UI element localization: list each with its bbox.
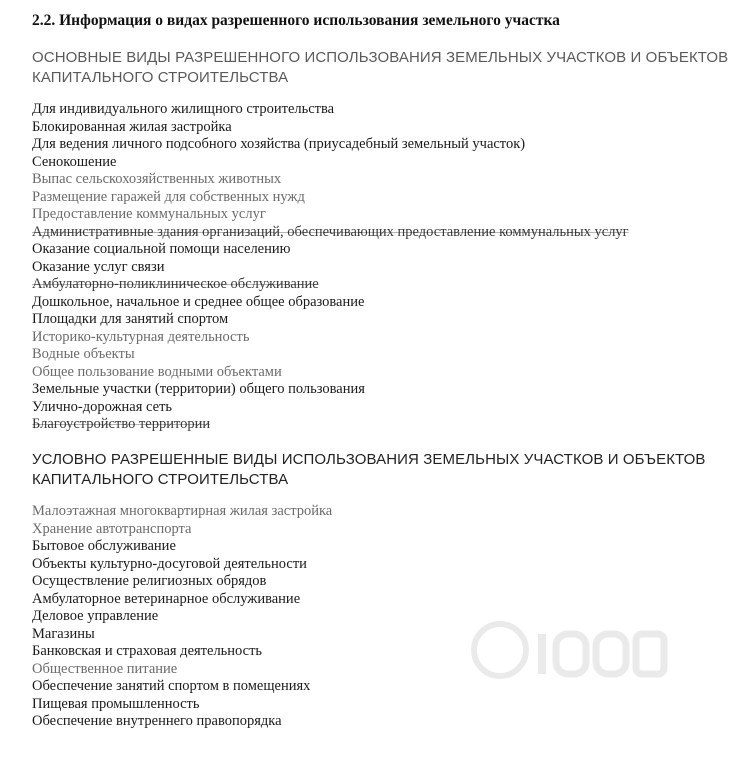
list-item: Бытовое обслуживание — [32, 538, 176, 554]
list-item: Деловое управление — [32, 608, 159, 624]
main-uses-title: ОСНОВНЫЕ ВИДЫ РАЗРЕШЕННОГО ИСПОЛЬЗОВАНИЯ ЗЕМЕЛЬНЫХ УЧАСТКОВ И ОБЪЕКТОВ КАПИТАЛЬНОГО СТРОИТЕЛЬСТВА — [32, 49, 729, 86]
main-uses-list — [32, 101, 732, 434]
list-item: Водные объекты — [32, 346, 135, 362]
list-item: Блокированная жилая застройка — [32, 118, 232, 135]
list-item: Историко-культурная деятельность — [32, 328, 250, 345]
list-item: Оказание социальной помощи населению — [32, 241, 291, 257]
list-item: Площадки для занятий спортом — [32, 311, 229, 327]
list-item: Размещение гаражей для собственных нужд — [32, 188, 305, 205]
list-item: Банковская и страховая деятельность — [32, 643, 263, 659]
list-item: Для ведения личного подсобного хозяйства (приусадебный земельный участок) — [32, 136, 526, 152]
list-item: Общественное питание — [32, 660, 178, 677]
list-item: Сенокошение — [32, 153, 117, 170]
list-item: Обеспечение занятий спортом в помещениях — [32, 678, 311, 694]
list-item: Малоэтажная многоквартирная жилая застройка — [32, 503, 333, 519]
list-item: Объекты культурно-досуговой деятельности — [32, 555, 307, 572]
list-item: Общее пользование водными объектами — [32, 363, 282, 380]
list-item: Хранение автотранспорта — [32, 520, 192, 537]
list-item: Благоустройство территории — [32, 416, 211, 432]
list-item: Магазины — [32, 625, 95, 642]
list-item: Обеспечение внутреннего правопорядка — [32, 713, 282, 729]
list-item: Административные здания организаций, обеспечивающих предоставление коммунальных услуг — [32, 223, 629, 240]
conditional-uses-title: УСЛОВНО РАЗРЕШЕННЫЕ ВИДЫ ИСПОЛЬЗОВАНИЯ ЗЕМЕЛЬНЫХ УЧАСТКОВ И ОБЪЕКТОВ КАПИТАЛЬНОГО СТРОИТЕЛЬСТВА — [32, 451, 706, 488]
list-item: Земельные участки (территории) общего пользования — [32, 381, 365, 397]
list-item: Предоставление коммунальных услуг — [32, 206, 266, 222]
list-item: Пищевая промышленность — [32, 695, 200, 712]
watermark-logo-icon — [470, 610, 670, 690]
list-item: Выпас сельскохозяйственных животных — [32, 171, 282, 187]
list-item: Для индивидуального жилищного строительства — [32, 101, 335, 117]
list-item: Амбулаторно-поликлиническое обслуживание — [32, 276, 319, 292]
list-item: Улично-дорожная сеть — [32, 398, 173, 415]
list-item: Осуществление религиозных обрядов — [32, 573, 267, 589]
list-item: Дошкольное, начальное и среднее общее образование — [32, 293, 365, 310]
list-item: Оказание услуг связи — [32, 258, 165, 275]
list-item: Амбулаторное ветеринарное обслуживание — [32, 590, 301, 607]
section-heading: 2.2. Информация о видах разрешенного использования земельного участка — [32, 12, 560, 29]
